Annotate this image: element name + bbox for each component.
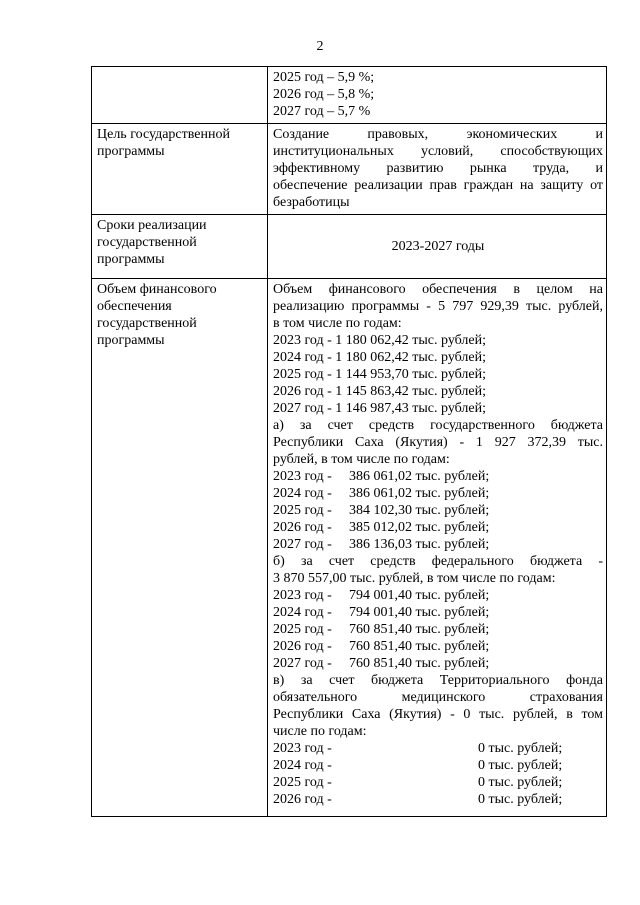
- goal-line: Создание правовых, экономических и: [273, 127, 603, 142]
- unit: тыс. рублей;: [488, 775, 563, 790]
- goal-line: институциональных условий, способствующих: [273, 144, 603, 159]
- period-label: Сроки реализации государственной программы: [92, 215, 268, 279]
- insurance-fund-year-line: [273, 740, 603, 757]
- amount: 760 851,40 тыс. рублей;: [349, 622, 490, 637]
- federal-budget-heading: б) за счет средств федерального бюджета -: [273, 554, 603, 569]
- year-label: 2026 год -: [273, 639, 332, 654]
- year-label: 2024 год -: [273, 758, 332, 773]
- program-passport-table: [91, 66, 607, 817]
- year-label: 2024 год -: [273, 605, 332, 620]
- state-budget-year-line: [273, 485, 603, 502]
- row-label-empty: [92, 67, 268, 124]
- federal-budget-year-line: [273, 604, 603, 621]
- funding-label: Объем финансового обеспечения государственной программы: [92, 279, 268, 817]
- federal-budget-year-line: [273, 655, 603, 672]
- total-year-line: 2025 год - 1 144 953,70 тыс. рублей;: [273, 367, 487, 382]
- goal-line: эффективному развитию рынка труда, и: [273, 161, 603, 176]
- unit: тыс. рублей;: [488, 741, 563, 756]
- unit: тыс. рублей;: [488, 792, 563, 807]
- year-label: 2027 год -: [273, 537, 332, 552]
- year-label: 2023 год -: [273, 741, 332, 756]
- year-label: 2027 год -: [273, 656, 332, 671]
- funding-intro-line: в том числе по годам:: [273, 316, 402, 331]
- state-budget-heading: а) за счет средств государственного бюджета: [273, 418, 603, 433]
- state-budget-year-line: [273, 468, 603, 485]
- state-budget-year-line: [273, 536, 603, 553]
- insurance-fund-heading: обязательного медицинского страхования: [273, 690, 603, 705]
- year-label: 2023 год -: [273, 588, 332, 603]
- federal-budget-year-line: [273, 587, 603, 604]
- unit: тыс. рублей;: [488, 758, 563, 773]
- federal-budget-year-line: [273, 638, 603, 655]
- amount: 386 061,02 тыс. рублей;: [349, 469, 490, 484]
- funding-intro-line: реализацию программы - 5 797 929,39 тыс. рублей,: [273, 299, 603, 314]
- goal-text: [268, 124, 607, 215]
- rate-line: 2027 год – 5,7 %: [273, 104, 371, 119]
- amount: 386 061,02 тыс. рублей;: [349, 486, 490, 501]
- amount: 760 851,40 тыс. рублей;: [349, 656, 490, 671]
- state-budget-heading: рублей, в том числе по годам:: [273, 452, 450, 467]
- funding-intro-line: Объем финансового обеспечения в целом на: [273, 282, 603, 297]
- rate-line: 2026 год – 5,8 %;: [273, 87, 375, 102]
- year-label: 2023 год -: [273, 469, 332, 484]
- year-label: 2025 год -: [273, 775, 332, 790]
- rate-line: 2025 год – 5,9 %;: [273, 70, 375, 85]
- insurance-fund-year-line: [273, 774, 603, 791]
- amount: 794 001,40 тыс. рублей;: [349, 605, 490, 620]
- year-label: 2025 год -: [273, 503, 332, 518]
- amount: 0: [478, 792, 485, 807]
- federal-budget-heading: 3 870 557,00 тыс. рублей, в том числе по годам:: [273, 571, 556, 586]
- amount: 0: [478, 775, 485, 790]
- state-budget-year-line: [273, 502, 603, 519]
- year-label: 2026 год -: [273, 792, 332, 807]
- amount: 385 012,02 тыс. рублей;: [349, 520, 490, 535]
- rates-cell: [268, 67, 607, 124]
- amount: 794 001,40 тыс. рублей;: [349, 588, 490, 603]
- goal-line: обеспечение реализации прав граждан на защиту от: [273, 178, 603, 193]
- total-year-line: 2026 год - 1 145 863,42 тыс. рублей;: [273, 384, 487, 399]
- total-year-line: 2027 год - 1 146 987,43 тыс. рублей;: [273, 401, 487, 416]
- amount: 0: [478, 758, 485, 773]
- table-row: [92, 67, 607, 124]
- goal-label: Цель государственной программы: [92, 124, 268, 215]
- insurance-fund-year-line: [273, 791, 603, 808]
- goal-line: безработицы: [273, 195, 350, 210]
- federal-budget-year-line: [273, 621, 603, 638]
- year-label: 2024 год -: [273, 486, 332, 501]
- state-budget-year-line: [273, 519, 603, 536]
- amount: 0: [478, 741, 485, 756]
- amount: 760 851,40 тыс. рублей;: [349, 639, 490, 654]
- total-year-line: 2023 год - 1 180 062,42 тыс. рублей;: [273, 333, 487, 348]
- table-row: [92, 124, 607, 215]
- amount: 386 136,03 тыс. рублей;: [349, 537, 490, 552]
- state-budget-heading: Республики Саха (Якутия) - 1 927 372,39 тыс.: [273, 435, 603, 450]
- year-label: 2025 год -: [273, 622, 332, 637]
- insurance-fund-heading: Республики Саха (Якутия) - 0 тыс. рублей, в том: [273, 707, 603, 722]
- table-row: [92, 215, 607, 279]
- table-row: [92, 279, 607, 817]
- funding-text: [268, 279, 607, 817]
- insurance-fund-year-line: [273, 757, 603, 774]
- period-value: 2023-2027 годы: [268, 215, 607, 279]
- page-number: 2: [316, 39, 324, 54]
- year-label: 2026 год -: [273, 520, 332, 535]
- insurance-fund-heading: в) за счет бюджета Территориального фонда: [273, 673, 603, 688]
- insurance-fund-heading: числе по годам:: [273, 724, 367, 739]
- total-year-line: 2024 год - 1 180 062,42 тыс. рублей;: [273, 350, 487, 365]
- amount: 384 102,30 тыс. рублей;: [349, 503, 490, 518]
